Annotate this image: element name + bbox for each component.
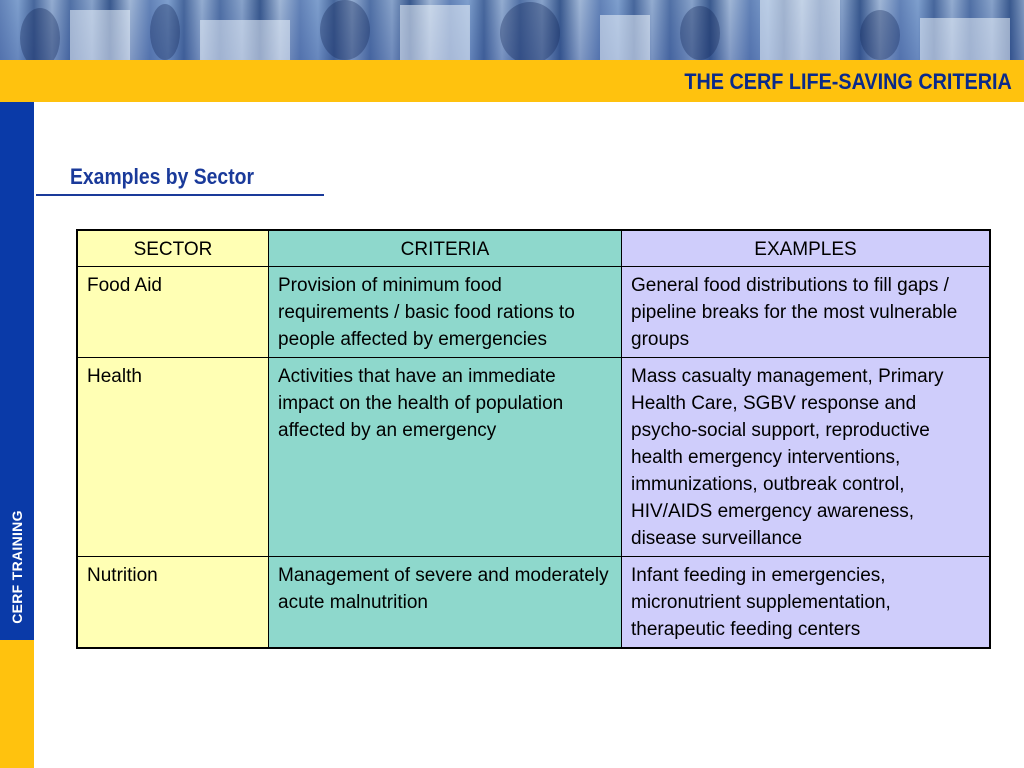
examples-cell: General food distributions to fill gaps / pipeline breaks for the most vulnerable groups	[622, 267, 991, 358]
column-header-sector: SECTOR	[77, 230, 269, 267]
table-row	[77, 267, 990, 358]
sector-cell: Nutrition	[77, 557, 269, 649]
slide-title: THE CERF LIFE-SAVING CRITERIA	[684, 69, 1012, 94]
column-header-criteria: CRITERIA	[269, 230, 622, 267]
subtitle-underline	[36, 194, 324, 196]
sector-cell: Food Aid	[77, 267, 269, 358]
side-strip-accent	[0, 640, 34, 768]
table-row	[77, 557, 990, 649]
photo-banner	[0, 0, 1024, 60]
criteria-cell: Management of severe and moderately acute malnutrition	[269, 557, 622, 649]
criteria-cell: Provision of minimum food requirements / basic food rations to people affected by emergencies	[269, 267, 622, 358]
examples-cell: Infant feeding in emergencies, micronutrient supplementation, therapeutic feeding centers	[622, 557, 991, 649]
side-strip	[0, 102, 34, 768]
section-subtitle: Examples by Sector	[70, 164, 255, 189]
sector-cell: Health	[77, 358, 269, 557]
table-header-row	[77, 230, 990, 267]
table-row	[77, 358, 990, 557]
title-bar	[0, 60, 1024, 102]
criteria-cell: Activities that have an immediate impact on the health of population affected by an emergency	[269, 358, 622, 557]
examples-cell: Mass casualty management, Primary Health Care, SGBV response and psycho-social support, reproductive health emergency interventions, immunizations, outbreak control, HIV/AIDS emergency awareness, disease surveillance	[622, 358, 991, 557]
side-label: CERF TRAINING	[9, 510, 25, 624]
sector-table	[76, 229, 991, 649]
column-header-examples: EXAMPLES	[622, 230, 991, 267]
